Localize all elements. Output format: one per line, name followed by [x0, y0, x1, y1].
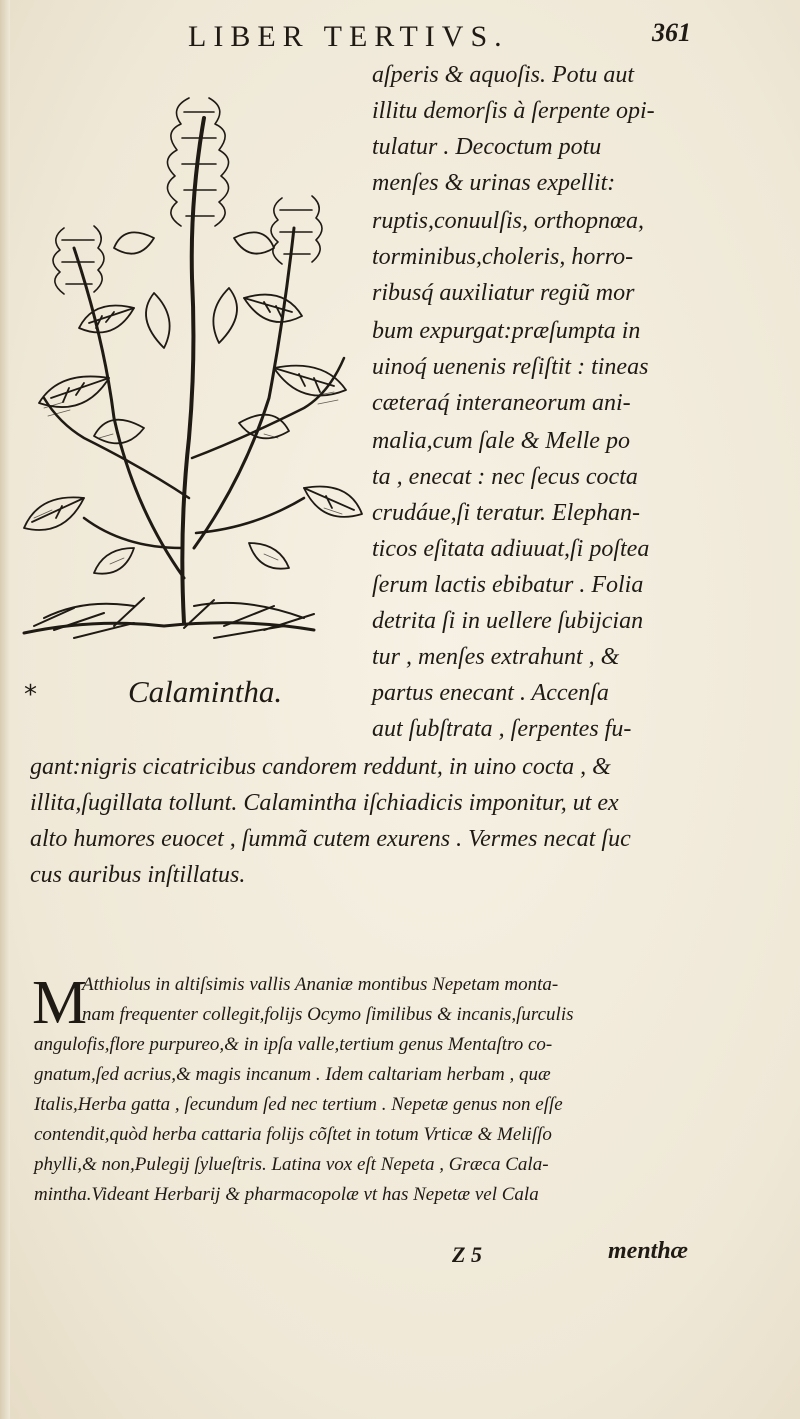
- commentary-line: contendit,quòd herba cattaria folijs cõſtet in totum Vrticæ & Meliſſo: [34, 1124, 552, 1145]
- text-line: illita,ſugillata tollunt. Calamintha iſchiadicis imponitur, ut ex: [30, 790, 619, 816]
- text-line: cæteraq́ interaneorum ani-: [372, 390, 631, 416]
- text-line: cus auribus inſtillatus.: [30, 862, 246, 888]
- catchword: menthæ: [608, 1238, 689, 1264]
- text-line: alto humores euocet , ſummã cutem exurens . Vermes necat ſuc: [30, 826, 631, 852]
- page-gutter: [0, 0, 10, 1419]
- signature-mark: Z 5: [452, 1242, 482, 1267]
- commentary-line: Italis,Herba gatta , ſecundum ſed nec tertium . Nepetæ genus non eſſe: [34, 1094, 563, 1115]
- text-line: malia,cum ſale & Melle po: [372, 428, 630, 454]
- text-line: tur , menſes extrahunt , &: [372, 644, 620, 670]
- commentary-line: angulofis,flore purpureo,& in ipſa valle,tertium genus Mentaſtro co-: [34, 1034, 553, 1055]
- text-line: ſerum lactis ebibatur . Folia: [372, 572, 644, 598]
- commentary-line: Atthiolus in altiſsimis vallis Ananiæ montibus Nepetam monta-: [82, 974, 559, 995]
- text-line: illitu demorſis à ſerpente opi-: [372, 98, 655, 124]
- commentary-line: gnatum,ſed acrius,& magis incanum . Idem caltariam herbam , quæ: [34, 1064, 551, 1085]
- text-line: ruptis,conuulſis, orthopnœa,: [372, 208, 645, 234]
- text-line: bum expurgat:præſumpta in: [372, 318, 641, 344]
- text-line: uinoq́ uenenis reſiſtit : tineas: [372, 354, 649, 380]
- commentary-line: nam frequenter collegit,folijs Ocymo ſimilibus & incanis,ſurculis: [82, 1004, 574, 1025]
- text-line: gant:nigris cicatricibus candorem reddunt, in uino cocta , &: [30, 754, 611, 780]
- text-line: aut ſubſtrata , ſerpentes fu-: [372, 716, 632, 742]
- text-line: ta , enecat : nec ſecus cocta: [372, 464, 638, 490]
- calamintha-woodcut-illustration: [14, 78, 364, 653]
- running-title: LIBER TERTIVS.: [188, 20, 509, 53]
- commentary-line: phylli,& non,Pulegij ſylueſtris. Latina vox eſt Nepeta , Græca Cala-: [34, 1154, 549, 1175]
- text-line: crudáue,ſi teratur. Elephan-: [372, 500, 640, 526]
- drop-cap: M: [32, 969, 88, 1037]
- figure-caption: Calamintha.: [128, 674, 283, 709]
- text-line: aſperis & aquoſis. Potu aut: [372, 62, 635, 88]
- text-line: ticos eſitata adiuuat,ſi poſtea: [372, 536, 650, 562]
- page-number: 361: [652, 18, 691, 47]
- commentary-line: mintha.Videant Herbarij & pharmacopolæ vt has Nepetæ vel Cala: [34, 1184, 539, 1205]
- text-line: menſes & urinas expellit:: [372, 170, 616, 196]
- text-line: detrita ſi in uellere ſubijcian: [372, 608, 644, 634]
- text-line: ribusq́ auxiliatur regiũ mor: [372, 280, 635, 306]
- text-line: tulatur . Decoctum potu: [372, 134, 602, 160]
- text-line: torminibus,choleris, horro-: [372, 244, 634, 270]
- text-line: partus enecant . Accenſa: [372, 680, 609, 706]
- caption-asterisk: *: [24, 680, 37, 710]
